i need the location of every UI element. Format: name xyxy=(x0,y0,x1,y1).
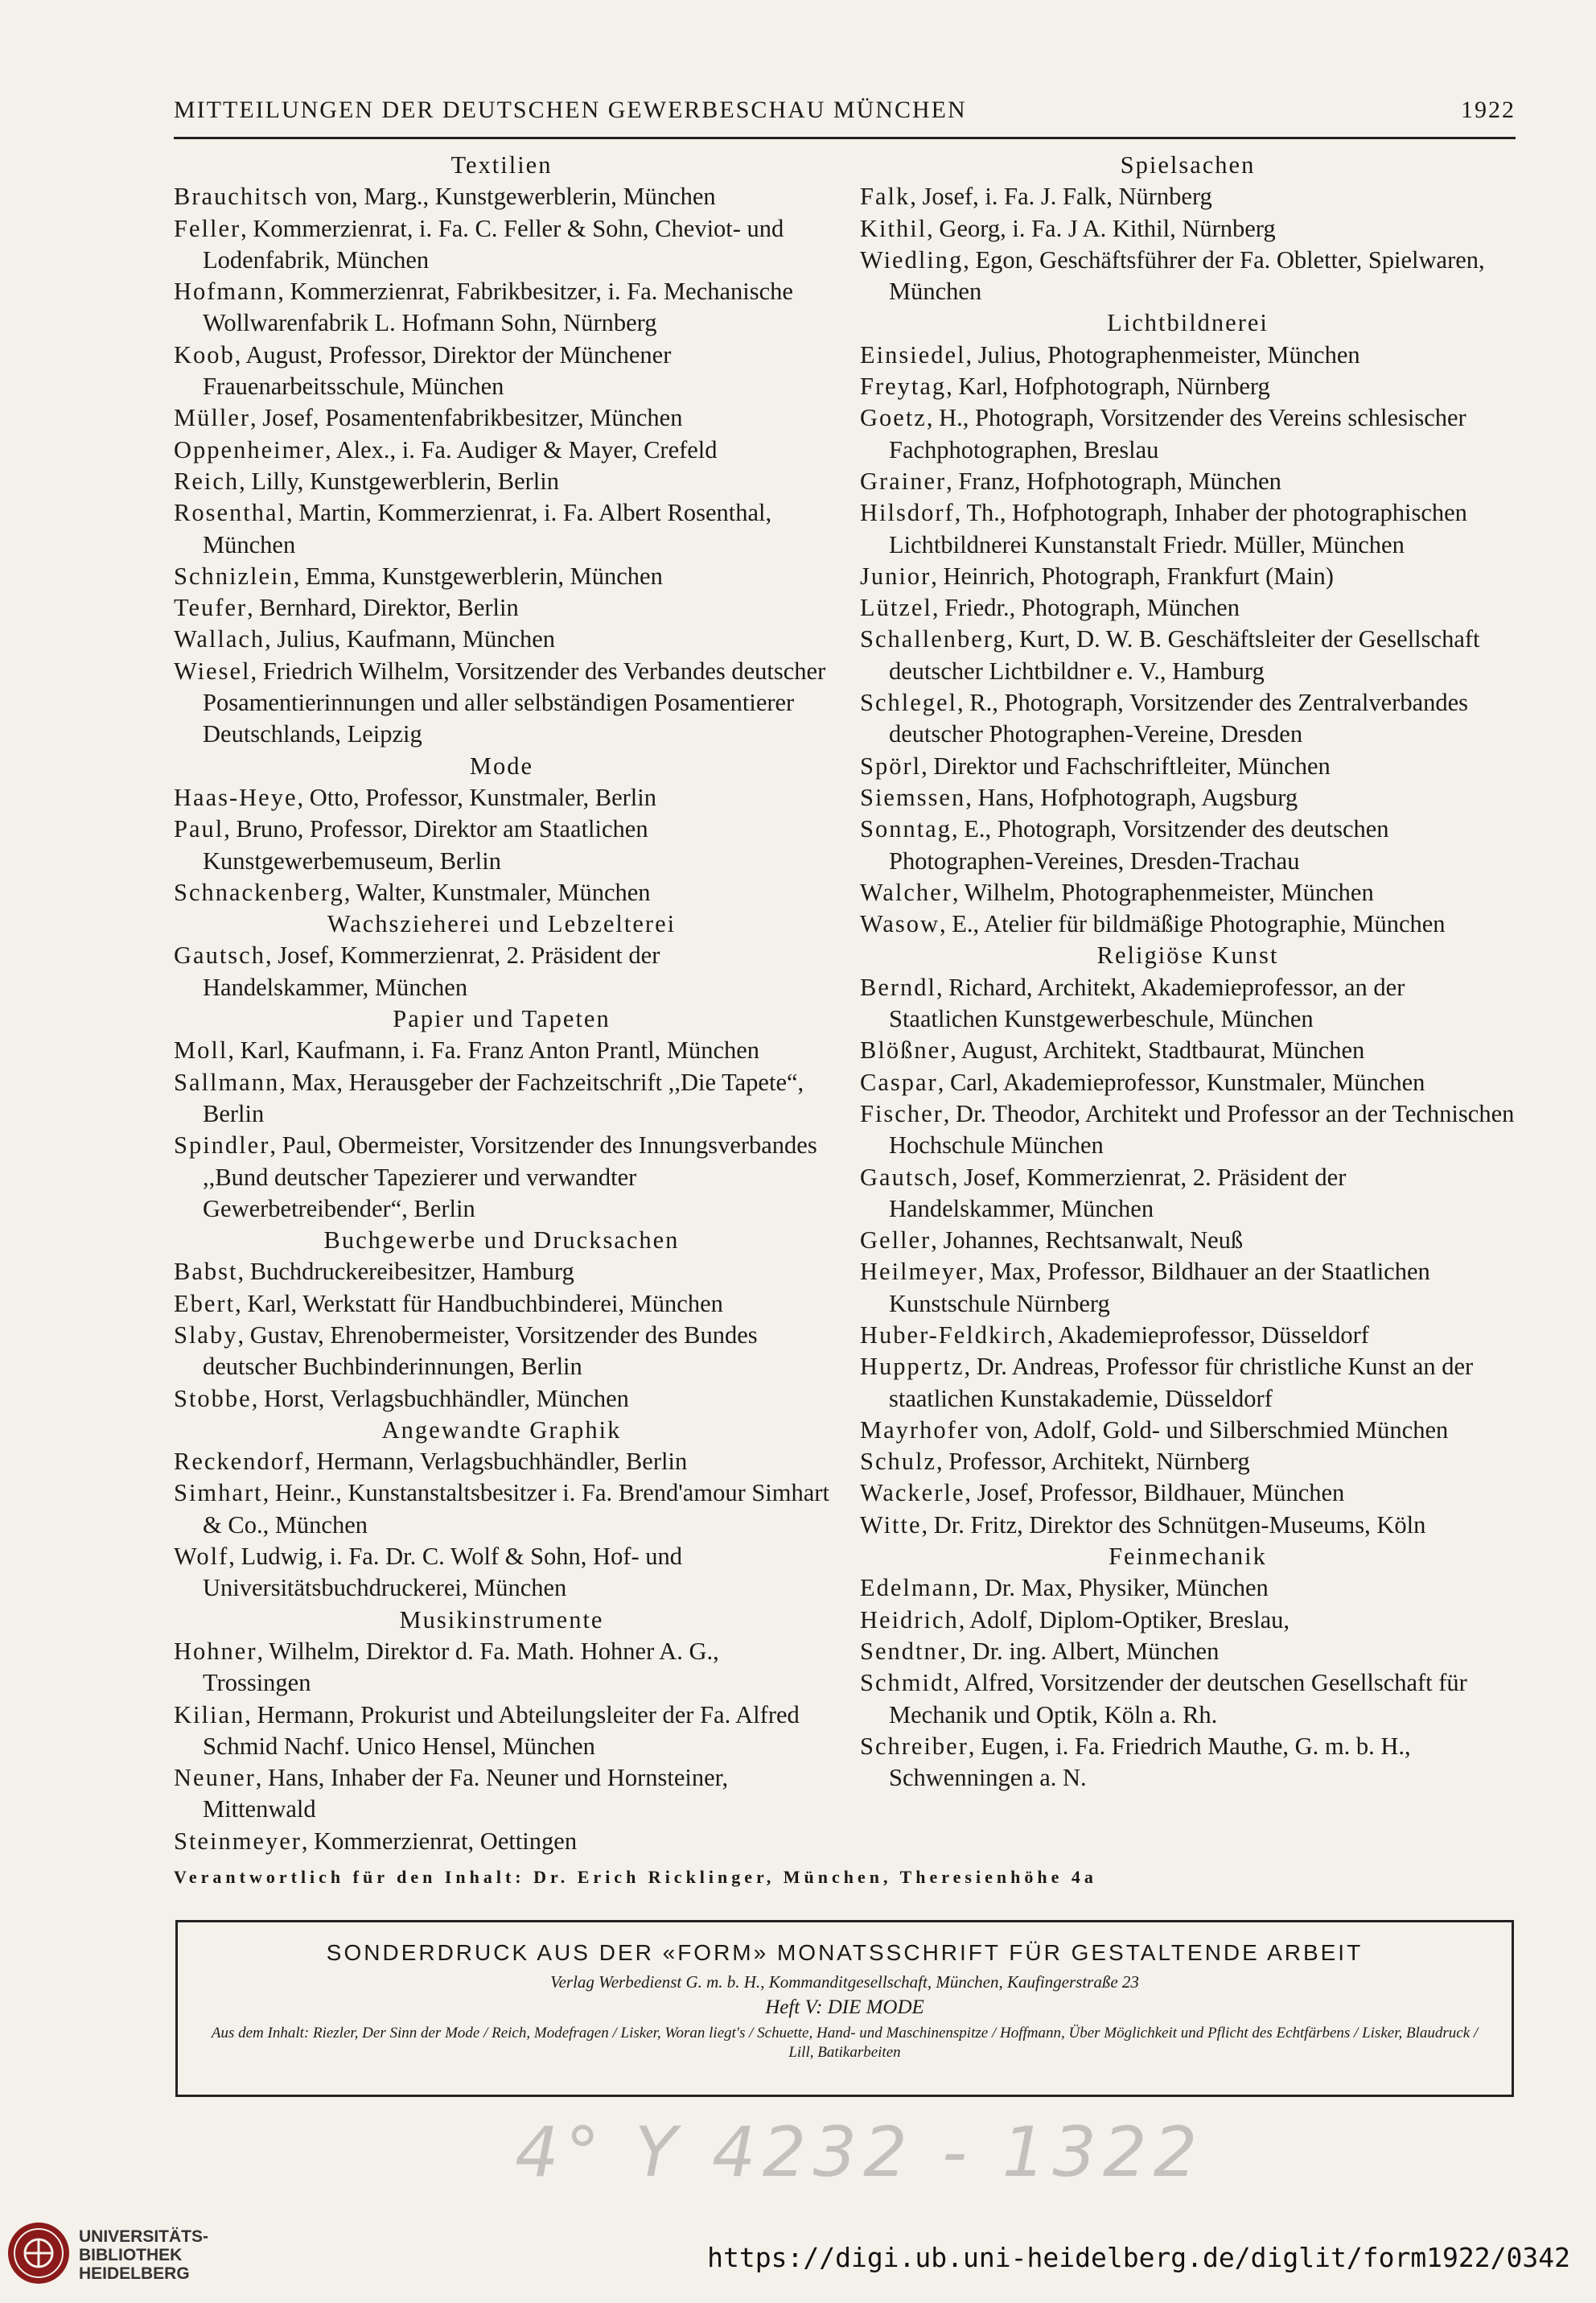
member-surname: Einsiedel xyxy=(860,340,966,369)
member-details: , Alex., i. Fa. Audiger & Mayer, Crefeld xyxy=(325,435,718,463)
journal-year: 1922 xyxy=(1461,97,1516,123)
member-entry xyxy=(860,466,1516,497)
member-entry xyxy=(860,908,1516,940)
member-entry xyxy=(860,245,1516,308)
member-details: , Franz, Hofphotograph, München xyxy=(946,467,1281,495)
member-surname: Heilmeyer xyxy=(860,1258,978,1286)
publisher-line: Verlag Werbedienst G. m. b. H., Kommanditgesellschaft, München, Kaufingerstraße 23 xyxy=(550,1972,1139,1992)
member-details: , Karl, Kaufmann, i. Fa. Franz Anton Prantl, München xyxy=(228,1036,760,1065)
member-details: , Otto, Professor, Kunstmaler, Berlin xyxy=(297,783,657,811)
member-entry xyxy=(860,624,1516,687)
member-details: , Emma, Kunstgewerblerin, München xyxy=(293,562,663,590)
member-surname: Feller xyxy=(174,214,241,242)
member-details: , Gustav, Ehrenobermeister, Vorsitzender des Bundes deutscher Buchbinderinnungen, Berlin xyxy=(203,1320,758,1381)
member-details: , Karl, Werkstatt für Handbuchbinderei, München xyxy=(235,1289,723,1317)
member-details: , Hans, Inhaber der Fa. Neuner und Hornsteiner, Mittenwald xyxy=(203,1764,729,1823)
member-surname: Goetz xyxy=(860,404,927,432)
member-details: , Dr. Fritz, Direktor des Schnütgen-Museums, Köln xyxy=(921,1510,1426,1539)
member-surname: Koob xyxy=(174,340,235,369)
member-details: , Ludwig, i. Fa. Dr. C. Wolf & Sohn, Hof- und Universitätsbuchdruckerei, München xyxy=(203,1543,683,1602)
member-surname: Brauchitsch xyxy=(174,183,309,211)
section-heading: Lichtbildnerei xyxy=(1107,309,1269,337)
member-entry xyxy=(860,371,1516,402)
member-entry xyxy=(860,782,1516,814)
member-entry xyxy=(860,402,1516,466)
member-surname: Blößner xyxy=(860,1036,951,1065)
member-entry xyxy=(174,181,829,212)
member-surname: Fischer xyxy=(860,1099,944,1127)
member-surname: Moll xyxy=(174,1036,228,1065)
member-surname: Schmidt xyxy=(860,1669,953,1697)
member-details: , Friedrich Wilhelm, Vorsitzender des Verbandes deutscher Posamentierinnungen und aller selbständigen Posamentierer Deutschlands, Leipzig xyxy=(203,657,826,748)
member-surname: Wiedling xyxy=(860,245,964,274)
right-column xyxy=(860,150,1516,1864)
member-entry xyxy=(174,624,829,655)
member-entry xyxy=(860,1510,1516,1541)
member-surname: Teufer xyxy=(174,594,248,622)
member-details: , Dr. ing. Albert, München xyxy=(960,1637,1220,1665)
member-entry xyxy=(174,1636,829,1699)
member-surname: Schulz xyxy=(860,1448,937,1476)
member-details: , E., Photograph, Vorsitzender des deutschen Photographen-Vereines, Dresden-Trachau xyxy=(889,815,1389,875)
member-entry xyxy=(860,1162,1516,1226)
section-heading: Mode xyxy=(469,752,534,780)
member-details: von, Adolf, Gold- und Silberschmied München xyxy=(979,1415,1449,1444)
member-surname: Spörl xyxy=(860,752,922,780)
member-details: , Paul, Obermeister, Vorsitzender des Innungsverbandes ,,Bund deutscher Tapezierer und verwandter Gewerbetreibender“, Berlin xyxy=(203,1131,817,1222)
member-details: , Kommerzienrat, Oettingen xyxy=(301,1827,578,1855)
member-surname: Reckendorf xyxy=(174,1448,305,1476)
member-details: , Heinrich, Photograph, Frankfurt (Main) xyxy=(931,562,1334,590)
member-surname: Edelmann xyxy=(860,1574,973,1602)
member-entry xyxy=(174,1383,829,1415)
member-details: , Wilhelm, Photographenmeister, München xyxy=(952,878,1374,906)
member-entry xyxy=(174,276,829,340)
member-surname: Stobbe xyxy=(174,1384,252,1412)
member-entry xyxy=(174,1035,829,1066)
running-header xyxy=(174,97,1516,139)
member-entry xyxy=(860,1731,1516,1794)
member-entry xyxy=(174,1826,829,1857)
member-surname: Müller xyxy=(174,404,251,432)
member-entry xyxy=(860,751,1516,782)
member-details: , Adolf, Diplom-Optiker, Breslau, xyxy=(958,1605,1290,1634)
section-heading: Textilien xyxy=(450,151,553,179)
member-details: , Karl, Hofphotograph, Nürnberg xyxy=(946,373,1270,401)
member-details: , Bruno, Professor, Direktor am Staatlichen Kunstgewerbemuseum, Berlin xyxy=(203,815,648,875)
member-entry xyxy=(174,1762,829,1826)
section-heading: Musikinstrumente xyxy=(399,1605,604,1634)
member-surname: Sallmann xyxy=(174,1068,280,1096)
member-surname: Babst xyxy=(174,1258,238,1286)
member-entry xyxy=(860,1320,1516,1351)
issue-line: Heft V: DIE MODE xyxy=(765,1996,924,2018)
member-surname: Spindler xyxy=(174,1131,270,1160)
member-entry xyxy=(174,1541,829,1605)
member-entry xyxy=(174,435,829,466)
member-surname: Lützel xyxy=(860,594,932,622)
member-details: , Josef, Kommerzienrat, 2. Präsident der Handelskammer, München xyxy=(203,941,660,1001)
member-entry xyxy=(860,877,1516,908)
member-list xyxy=(174,150,1516,1864)
member-details: , Max, Professor, Bildhauer an der Staatlichen Kunstschule Nürnberg xyxy=(889,1258,1430,1317)
contents-line: Aus dem Inhalt: Riezler, Der Sinn der Mode / Reich, Modefragen / Lisker, Woran liegt's / Schuette, Hand- und Maschinenspitze / Hoffmann, Über Möglichkeit und Pflicht des Echtfärbens / Lisker, Blaudruck / Lill, Batikarbeiten xyxy=(211,2025,1479,2061)
member-surname: Slaby xyxy=(174,1320,238,1349)
member-details: , Professor, Architekt, Nürnberg xyxy=(936,1448,1250,1476)
member-surname: Caspar xyxy=(860,1068,938,1096)
member-entry xyxy=(174,1446,829,1477)
member-surname: Paul xyxy=(174,815,224,843)
member-surname: Schreiber xyxy=(860,1732,969,1760)
member-surname: Huber-Feldkirch xyxy=(860,1320,1047,1349)
member-entry xyxy=(860,1572,1516,1604)
member-details: von, Marg., Kunstgewerblerin, München xyxy=(308,183,716,211)
member-surname: Hofmann xyxy=(174,278,278,306)
member-surname: Wackerle xyxy=(860,1479,965,1507)
member-details: , August, Professor, Direktor der Münchener Frauenarbeitsschule, München xyxy=(203,340,672,401)
member-details: , Dr. Andreas, Professor für christliche Kunst an der staatlichen Kunstakademie, Düsseldorf xyxy=(889,1353,1474,1412)
member-entry xyxy=(860,1477,1516,1509)
member-entry xyxy=(860,1605,1516,1636)
member-entry xyxy=(174,1288,829,1320)
section-heading: Religiöse Kunst xyxy=(1096,941,1279,970)
member-details: , Wilhelm, Direktor d. Fa. Math. Hohner A. G., Trossingen xyxy=(203,1637,719,1697)
member-entry xyxy=(174,1320,829,1383)
member-details: , Josef, i. Fa. J. Falk, Nürnberg xyxy=(910,183,1212,211)
responsible-editor-line: Verantwortlich für den Inhalt: Dr. Erich Ricklinger, München, Theresienhöhe 4a xyxy=(174,1867,1097,1887)
member-details: , August, Architekt, Stadtbaurat, München xyxy=(950,1036,1365,1065)
member-details: , Georg, i. Fa. J A. Kithil, Nürnberg xyxy=(927,214,1276,242)
member-surname: Rosenthal xyxy=(174,499,286,527)
member-details: , R., Photograph, Vorsitzender des Zentralverbandes deutscher Photographen-Vereine, Dresden xyxy=(889,689,1469,748)
member-details: , Eugen, i. Fa. Friedrich Mauthe, G. m. b. H., Schwenningen a. N. xyxy=(889,1732,1411,1792)
member-entry xyxy=(860,561,1516,592)
member-surname: Sonntag xyxy=(860,815,952,843)
member-surname: Ebert xyxy=(174,1289,236,1317)
member-entry xyxy=(860,1351,1516,1415)
member-surname: Schnackenberg xyxy=(174,878,344,906)
member-details: , Alfred, Vorsitzender der deutschen Gesellschaft für Mechanik und Optik, Köln a. Rh. xyxy=(889,1669,1467,1728)
member-surname: Schallenberg xyxy=(860,625,1007,653)
member-details: , Julius, Photographenmeister, München xyxy=(965,340,1360,369)
member-details: , Horst, Verlagsbuchhändler, München xyxy=(251,1384,629,1412)
member-surname: Schlegel xyxy=(860,689,958,717)
member-surname: Walcher xyxy=(860,878,952,906)
member-details: , Kommerzienrat, Fabrikbesitzer, i. Fa. Mechanische Wollwarenfabrik L. Hofmann Sohn, Nürnberg xyxy=(203,278,793,337)
member-details: , Lilly, Kunstgewerblerin, Berlin xyxy=(239,467,559,495)
member-details: , Hans, Hofphotograph, Augsburg xyxy=(965,783,1298,811)
member-surname: Freytag xyxy=(860,373,947,401)
member-surname: Mayrhofer xyxy=(860,1415,980,1444)
member-details: , Heinr., Kunstanstaltsbesitzer i. Fa. Brend'amour Simhart & Co., München xyxy=(203,1479,829,1539)
member-surname: Junior xyxy=(860,562,932,590)
member-surname: Reich xyxy=(174,467,240,495)
member-entry xyxy=(860,1225,1516,1256)
member-details: , Josef, Posamentenfabrikbesitzer, München xyxy=(250,404,683,432)
member-surname: Schnizlein xyxy=(174,562,294,590)
member-surname: Wiesel xyxy=(174,657,251,685)
member-details: , Hermann, Verlagsbuchhändler, Berlin xyxy=(304,1448,688,1476)
member-entry xyxy=(860,1636,1516,1667)
member-entry xyxy=(174,940,829,1003)
member-details: , Egon, Geschäftsführer der Fa. Obletter, Spielwaren, München xyxy=(889,245,1485,306)
member-details: , Walter, Kunstmaler, München xyxy=(343,878,651,906)
member-details: , E., Atelier für bildmäßige Photographie, München xyxy=(940,910,1446,938)
member-surname: Wasow xyxy=(860,910,940,938)
member-surname: Hilsdorf xyxy=(860,499,955,527)
member-details: , Johannes, Rechtsanwalt, Neuß xyxy=(931,1226,1244,1254)
member-details: , Direktor und Fachschriftleiter, München xyxy=(921,752,1331,780)
offprint-notice-box xyxy=(175,1920,1514,2097)
member-details: , Buchdruckereibesitzer, Hamburg xyxy=(237,1258,574,1286)
member-details: , Hermann, Prokurist und Abteilungsleiter der Fa. Alfred Schmid Nachf. Unico Hensel, München xyxy=(203,1700,800,1760)
member-entry xyxy=(174,340,829,403)
member-details: , Carl, Akademieprofessor, Kunstmaler, München xyxy=(937,1068,1425,1096)
member-entry xyxy=(860,1035,1516,1066)
permalink-url[interactable]: https://digi.ub.uni-heidelberg.de/diglit/form1922/0342 xyxy=(707,2242,1570,2273)
member-entry xyxy=(860,1098,1516,1162)
member-surname: Oppenheimer xyxy=(174,435,325,463)
member-details: , Max, Herausgeber der Fachzeitschrift ,,Die Tapete“, Berlin xyxy=(203,1068,804,1127)
member-entry xyxy=(174,1699,829,1763)
member-entry xyxy=(174,1130,829,1225)
member-surname: Siemssen xyxy=(860,783,966,811)
member-entry xyxy=(174,656,829,751)
member-surname: Berndl xyxy=(860,973,937,1001)
member-entry xyxy=(174,402,829,434)
member-entry xyxy=(860,213,1516,245)
member-details: , Friedr., Photograph, München xyxy=(932,594,1240,622)
member-surname: Sendtner xyxy=(860,1637,960,1665)
member-surname: Kilian xyxy=(174,1700,245,1728)
member-details: , Richard, Architekt, Akademieprofessor, an der Staatlichen Kunstgewerbeschule, München xyxy=(889,973,1405,1033)
section-heading: Feinmechanik xyxy=(1109,1543,1267,1571)
member-entry xyxy=(860,1256,1516,1320)
member-entry xyxy=(174,592,829,624)
member-surname: Haas-Heye xyxy=(174,783,298,811)
member-surname: Kithil xyxy=(860,214,928,242)
section-heading: Wachszieherei und Lebzelterei xyxy=(327,910,677,938)
member-entry xyxy=(174,1256,829,1287)
member-details: , Kommerzienrat, i. Fa. C. Feller & Sohn, Cheviot- und Lodenfabrik, München xyxy=(203,214,784,274)
offprint-title: SONDERDRUCK AUS DER «FORM» MONATSSCHRIFT FÜR GESTALTENDE ARBEIT xyxy=(326,1940,1364,1965)
left-column xyxy=(174,150,829,1864)
member-entry xyxy=(860,1446,1516,1477)
member-details: , Kurt, D. W. B. Geschäftsleiter der Gesellschaft deutscher Lichtbildner e. V., Hamburg xyxy=(889,625,1480,685)
member-entry xyxy=(860,592,1516,624)
member-entry xyxy=(174,1067,829,1131)
member-entry xyxy=(174,497,829,561)
member-entry xyxy=(860,1415,1516,1446)
member-details: , Bernhard, Direktor, Berlin xyxy=(247,594,519,622)
member-surname: Heidrich xyxy=(860,1605,959,1634)
member-surname: Huppertz xyxy=(860,1353,965,1381)
member-surname: Falk xyxy=(860,183,911,211)
section-heading: Angewandte Graphik xyxy=(381,1415,622,1444)
member-surname: Grainer xyxy=(860,467,947,495)
member-details: , Martin, Kommerzienrat, i. Fa. Albert Rosenthal, München xyxy=(203,499,772,558)
member-surname: Hohner xyxy=(174,1637,257,1665)
member-entry xyxy=(174,561,829,592)
member-surname: Gautsch xyxy=(174,941,265,970)
member-entry xyxy=(860,1067,1516,1098)
member-entry xyxy=(860,972,1516,1036)
member-entry xyxy=(174,782,829,814)
member-entry xyxy=(174,1477,829,1541)
member-details: , H., Photograph, Vorsitzender des Vereins schlesischer Fachphotographen, Breslau xyxy=(889,404,1466,463)
member-entry xyxy=(174,814,829,877)
handwritten-shelfmark: 4° Y 4232 - 1322 xyxy=(515,2112,1204,2193)
journal-title: MITTEILUNGEN DER DEUTSCHEN GEWERBESCHAU MÜNCHEN xyxy=(174,97,967,123)
member-details: , Akademieprofessor, Düsseldorf xyxy=(1047,1320,1369,1349)
member-details: , Josef, Professor, Bildhauer, München xyxy=(965,1479,1345,1507)
member-surname: Simhart xyxy=(174,1479,263,1507)
member-entry xyxy=(860,181,1516,212)
member-surname: Neuner xyxy=(174,1764,256,1792)
section-heading: Buchgewerbe und Drucksachen xyxy=(323,1226,680,1254)
member-entry xyxy=(860,340,1516,371)
member-details: , Julius, Kaufmann, München xyxy=(265,625,556,653)
member-entry xyxy=(860,1667,1516,1731)
digitization-footer xyxy=(0,2205,1596,2303)
university-seal-icon xyxy=(6,2221,71,2285)
member-surname: Gautsch xyxy=(860,1163,952,1191)
member-details: , Dr. Max, Physiker, München xyxy=(972,1574,1269,1602)
member-entry xyxy=(860,497,1516,561)
member-surname: Steinmeyer xyxy=(174,1827,302,1855)
section-heading: Spielsachen xyxy=(1120,151,1256,179)
member-surname: Geller xyxy=(860,1226,932,1254)
member-entry xyxy=(174,466,829,497)
member-entry xyxy=(174,213,829,277)
member-entry xyxy=(174,877,829,908)
member-entry xyxy=(860,687,1516,751)
library-name: UNIVERSITÄTS- BIBLIOTHEK HEIDELBERG xyxy=(79,2227,209,2283)
section-heading: Papier und Tapeten xyxy=(393,1005,611,1033)
member-surname: Witte xyxy=(860,1510,922,1539)
member-details: , Josef, Kommerzienrat, 2. Präsident der Handelskammer, München xyxy=(889,1163,1347,1222)
member-details: , Dr. Theodor, Architekt und Professor an der Technischen Hochschule München xyxy=(889,1099,1515,1160)
member-surname: Wallach xyxy=(174,625,265,653)
member-surname: Wolf xyxy=(174,1543,229,1571)
member-entry xyxy=(860,814,1516,877)
member-details: , Th., Hofphotograph, Inhaber der photographischen Lichtbildnerei Kunstanstalt Friedr. Müller, München xyxy=(889,499,1467,558)
